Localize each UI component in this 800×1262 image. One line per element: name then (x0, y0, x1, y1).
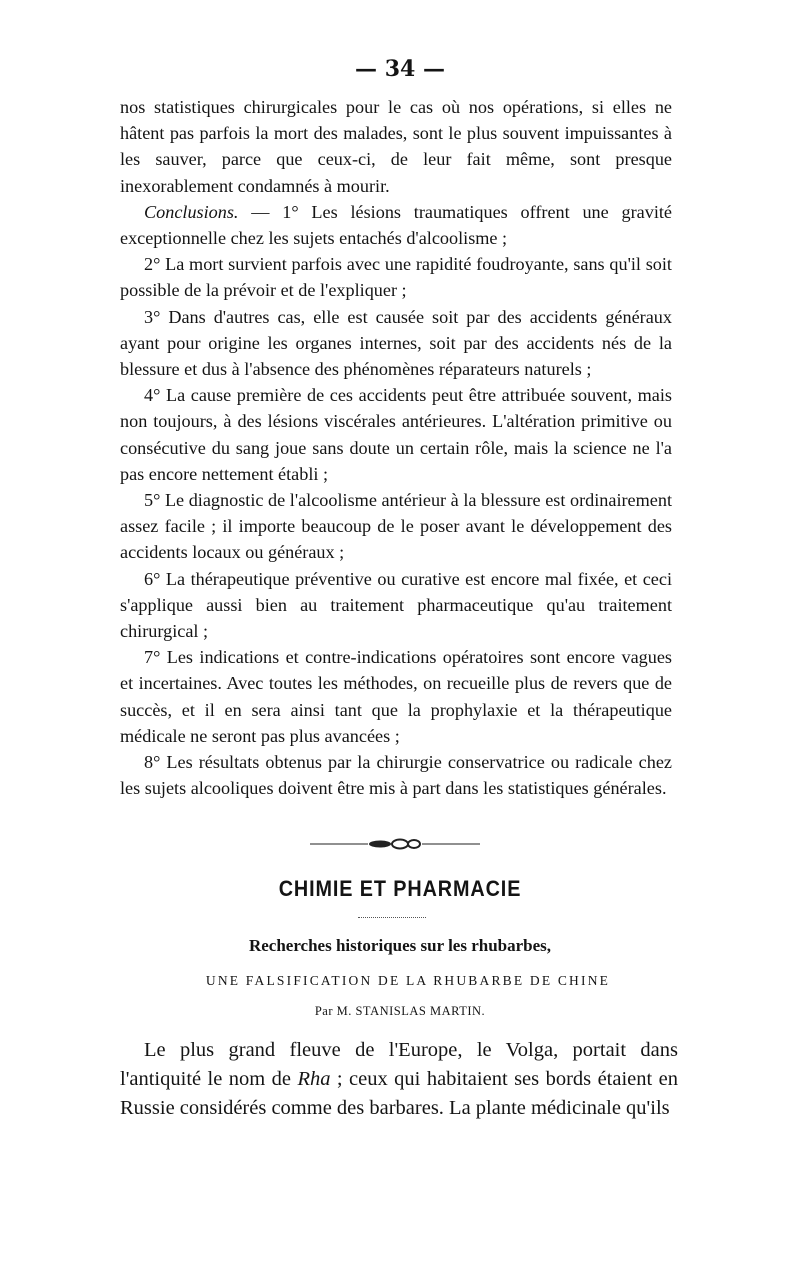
article-text-end: ; ceux qui habitaient ses bords étaient en Russie considérés comme des barbares. La plante médicinale qu'ils (120, 1068, 678, 1119)
page-number: — 34 — (355, 56, 445, 82)
paragraph-conclusion-3: 3° Dans d'autres cas, elle est causée soit par des accidents généraux ayant pour origine les organes internes, soit par des accidents nés de la blessure et dus à l'absence des phénomènes réparateurs naturels ; (120, 306, 672, 380)
article-paragraph (120, 1036, 678, 1123)
article-body (120, 1036, 678, 1123)
article-title: Recherches historiques sur les rhubarbes, (248, 936, 552, 955)
paragraph-conclusion-5: 5° Le diagnostic de l'alcoolisme antérieur à la blessure est ordinairement assez facile ; il importe beaucoup de le poser avant le développement des accidents locaux ou généraux ; (120, 490, 672, 563)
ornamental-divider (310, 838, 480, 850)
section-title: CHIMIE ET PHARMACIE (278, 876, 522, 901)
paragraph-conclusion-4: 4° La cause première de ces accidents peut être attribuée souvent, mais non toujours, à des lésions viscérales antérieures. L'altération primitive ou consécutive du sang joue sans doute un certain rôle, mais la science ne l'a pas encore nettement établi ; (120, 385, 672, 484)
paragraph-intro: nos statistiques chirurgicales pour le cas où nos opérations, si elles ne hâtent pas parfois la mort des malades, sont le plus souvent impuissantes à les sauver, parce que ceux-ci, de leur fait même, sont presque inexorablement condamnés à mourir. (120, 97, 672, 196)
paragraph-conclusion-2: 2° La mort survient parfois avec une rapidité foudroyante, sans qu'il soit possible de la prévoir et de l'expliquer ; (120, 254, 672, 301)
article-author: Par M. STANISLAS MARTIN. (314, 1004, 486, 1018)
conclusions-label: Conclusions. (144, 201, 239, 222)
article-text-start: Le plus grand fleuve de l'Europe, le Volga, portait dans l'antiquité le nom de (120, 1039, 678, 1090)
paragraph-conclusion-6: 6° La thérapeutique préventive ou curative est encore mal fixée, et ceci s'applique aussi bien au traitement pharmaceutique qu'au traitement chirurgical ; (120, 568, 672, 642)
article-text-italic: Rha (297, 1068, 331, 1090)
dotted-rule (358, 917, 426, 918)
paragraph-conclusion-8: 8° Les résultats obtenus par la chirurgie conservatrice ou radicale chez les sujets alcooliques doivent être mis à part dans les statistiques générales. (120, 752, 672, 799)
article-subtitle: UNE FALSIFICATION DE LA RHUBARBE DE CHINE (205, 973, 611, 988)
conclusion-1-text: — 1° Les lésions traumatiques offrent une gravité exceptionnelle chez les sujets entachés d'alcoolisme ; (120, 201, 672, 249)
conclusions-text (120, 94, 672, 801)
paragraph-conclusion-1 (120, 199, 672, 251)
paragraph-conclusion-7: 7° Les indications et contre-indications opératoires sont encore vagues et incertaines. Avec toutes les méthodes, on recueille plus de revers que de succès, et il en sera ainsi tant que la prophylaxie et la thérapeutique médicale ne seront pas plus avancées ; (120, 647, 672, 746)
